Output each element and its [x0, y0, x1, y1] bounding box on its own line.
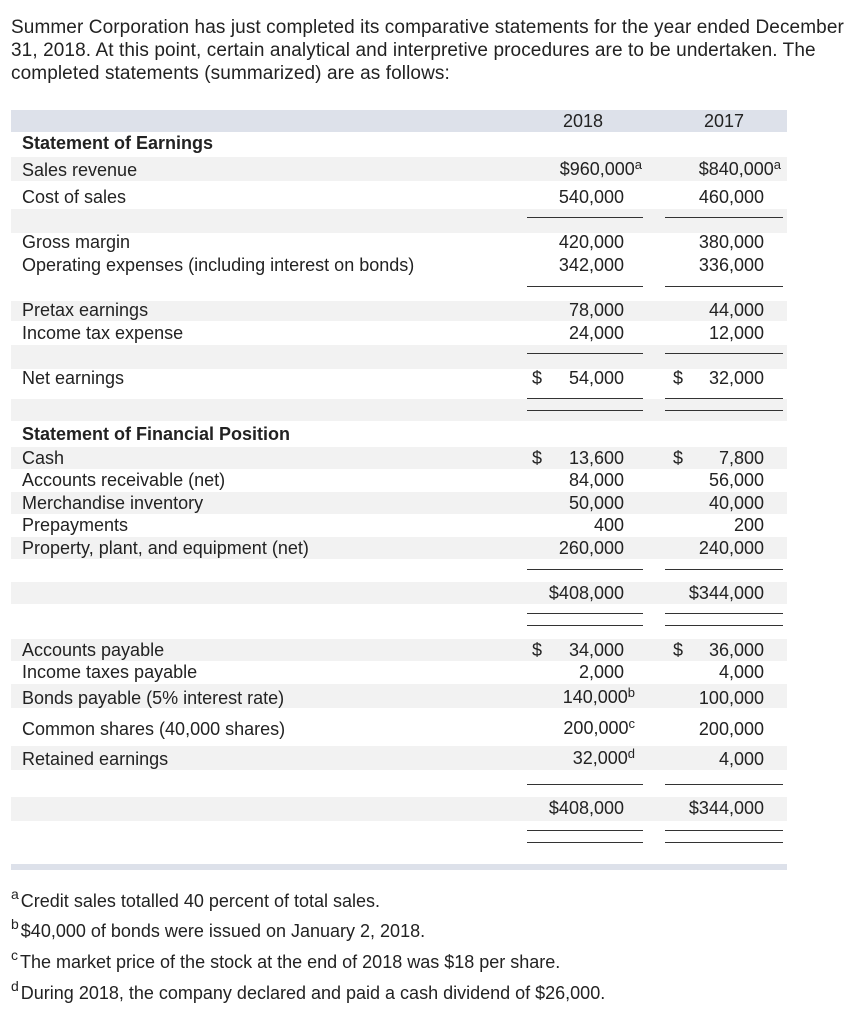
double-underline [665, 410, 783, 411]
footnote-d: $^d$ During 2018, the company declared and paid a cash dividend of $26,000. [11, 978, 606, 1003]
underline [665, 353, 783, 354]
retained-label: Retained earnings [22, 749, 169, 769]
inventory-2018: 50,000 [568, 493, 624, 513]
inventory-2017: 40,000 [708, 493, 764, 513]
intro-paragraph: Summer Corporation has just completed its comparative statements for the year ended December 31, 2018. At this point, certain analytical and interpretive procedures are to be undertaken. The completed statements (summarized) are as follows: [11, 17, 844, 84]
prepay-label: Prepayments [22, 515, 129, 535]
double-underline [665, 842, 783, 843]
sales-label: Sales revenue [22, 160, 138, 180]
cash-2017-dollar: $ [673, 448, 684, 468]
ap-2017: 36,000 [708, 640, 764, 660]
ap-2018-dollar: $ [532, 640, 543, 660]
opex-2018: 342,000 [558, 255, 624, 275]
earnings-heading: Statement of Earnings [22, 133, 214, 153]
underline [665, 286, 783, 287]
pretax-label: Pretax earnings [22, 300, 149, 320]
ar-label: Accounts receivable (net) [22, 470, 226, 490]
tax-2018: 24,000 [568, 323, 624, 343]
opex-2017: 336,000 [698, 255, 764, 275]
inventory-label: Merchandise inventory [22, 493, 204, 513]
year-header-2017: 2017 [704, 111, 745, 131]
footnote-b: $^b$ $40,000 of bonds were issued on January 2, 2018. [11, 916, 426, 941]
double-underline [527, 842, 643, 843]
footnote-c: $^c$ The market price of the stock at the end of 2018 was $18 per share. [11, 947, 561, 972]
bonds-label: Bonds payable (5% interest rate) [22, 688, 285, 708]
underline [665, 784, 783, 785]
itp-2018: 2,000 [578, 662, 624, 682]
tax-label: Income tax expense [22, 323, 184, 343]
prepay-2017: 200 [733, 515, 764, 535]
net-label: Net earnings [22, 368, 125, 388]
bonds-2018: 140,000$^b$ [562, 685, 635, 707]
cash-2018-dollar: $ [532, 448, 543, 468]
underline [527, 353, 643, 354]
gross-2017: 380,000 [698, 232, 764, 252]
pretax-2018: 78,000 [568, 300, 624, 320]
cash-2017: 7,800 [718, 448, 764, 468]
gross-2018: 420,000 [558, 232, 624, 252]
footer-band [11, 864, 787, 870]
total-le-2018: $408,000 [548, 798, 624, 818]
ppe-2018: 260,000 [558, 538, 624, 558]
underline [665, 569, 783, 570]
ap-2018: 34,000 [568, 640, 624, 660]
opex-label: Operating expenses (including interest on bonds) [22, 255, 415, 275]
retained-2017: 4,000 [718, 749, 764, 769]
net-2018-dollar: $ [532, 368, 543, 388]
retained-2018: 32,000$^d$ [572, 746, 635, 768]
ar-2017: 56,000 [708, 470, 764, 490]
prepay-2018: 400 [593, 515, 624, 535]
cost-2018: 540,000 [558, 187, 624, 207]
itp-label: Income taxes payable [22, 662, 198, 682]
bonds-2017: 100,000 [698, 688, 764, 708]
ppe-label: Property, plant, and equipment (net) [22, 538, 309, 558]
common-label: Common shares (40,000 shares) [22, 719, 286, 739]
total-assets-2017: $344,000 [688, 583, 764, 603]
sales-2017: $840,000$^a$ [698, 157, 781, 179]
ar-2018: 84,000 [568, 470, 624, 490]
row-band [11, 447, 787, 469]
itp-2017: 4,000 [718, 662, 764, 682]
total-le-2017: $344,000 [688, 798, 764, 818]
net-2018: 54,000 [568, 368, 624, 388]
net-2017-dollar: $ [673, 368, 684, 388]
row-band [11, 209, 787, 233]
underline [665, 217, 783, 218]
cash-2018: 13,600 [568, 448, 624, 468]
total-assets-2018: $408,000 [548, 583, 624, 603]
double-underline [527, 830, 643, 831]
gross-label: Gross margin [22, 232, 131, 252]
double-underline [527, 398, 643, 399]
year-header-2018: 2018 [563, 111, 604, 131]
cost-2017: 460,000 [698, 187, 764, 207]
double-underline [527, 613, 643, 614]
cash-label: Cash [22, 448, 65, 468]
double-underline [665, 830, 783, 831]
cost-label: Cost of sales [22, 187, 127, 207]
double-underline [665, 613, 783, 614]
sales-2018: $960,000$^a$ [559, 157, 642, 179]
footnote-a: $^a$ Credit sales totalled 40 percent of total sales. [11, 886, 380, 911]
common-2017: 200,000 [698, 719, 764, 739]
net-2017: 32,000 [708, 368, 764, 388]
double-underline [527, 410, 643, 411]
pretax-2017: 44,000 [708, 300, 764, 320]
underline [527, 784, 643, 785]
double-underline [665, 398, 783, 399]
underline [527, 569, 643, 570]
row-band [11, 345, 787, 369]
common-2018: 200,000$^c$ [563, 716, 635, 738]
double-underline [527, 625, 643, 626]
header-band [11, 110, 787, 132]
underline [527, 286, 643, 287]
underline [527, 217, 643, 218]
double-underline [665, 625, 783, 626]
ap-label: Accounts payable [22, 640, 165, 660]
ap-2017-dollar: $ [673, 640, 684, 660]
row-band [11, 582, 787, 604]
row-band [11, 797, 787, 821]
tax-2017: 12,000 [708, 323, 764, 343]
ppe-2017: 240,000 [698, 538, 764, 558]
position-heading: Statement of Financial Position [22, 424, 291, 444]
